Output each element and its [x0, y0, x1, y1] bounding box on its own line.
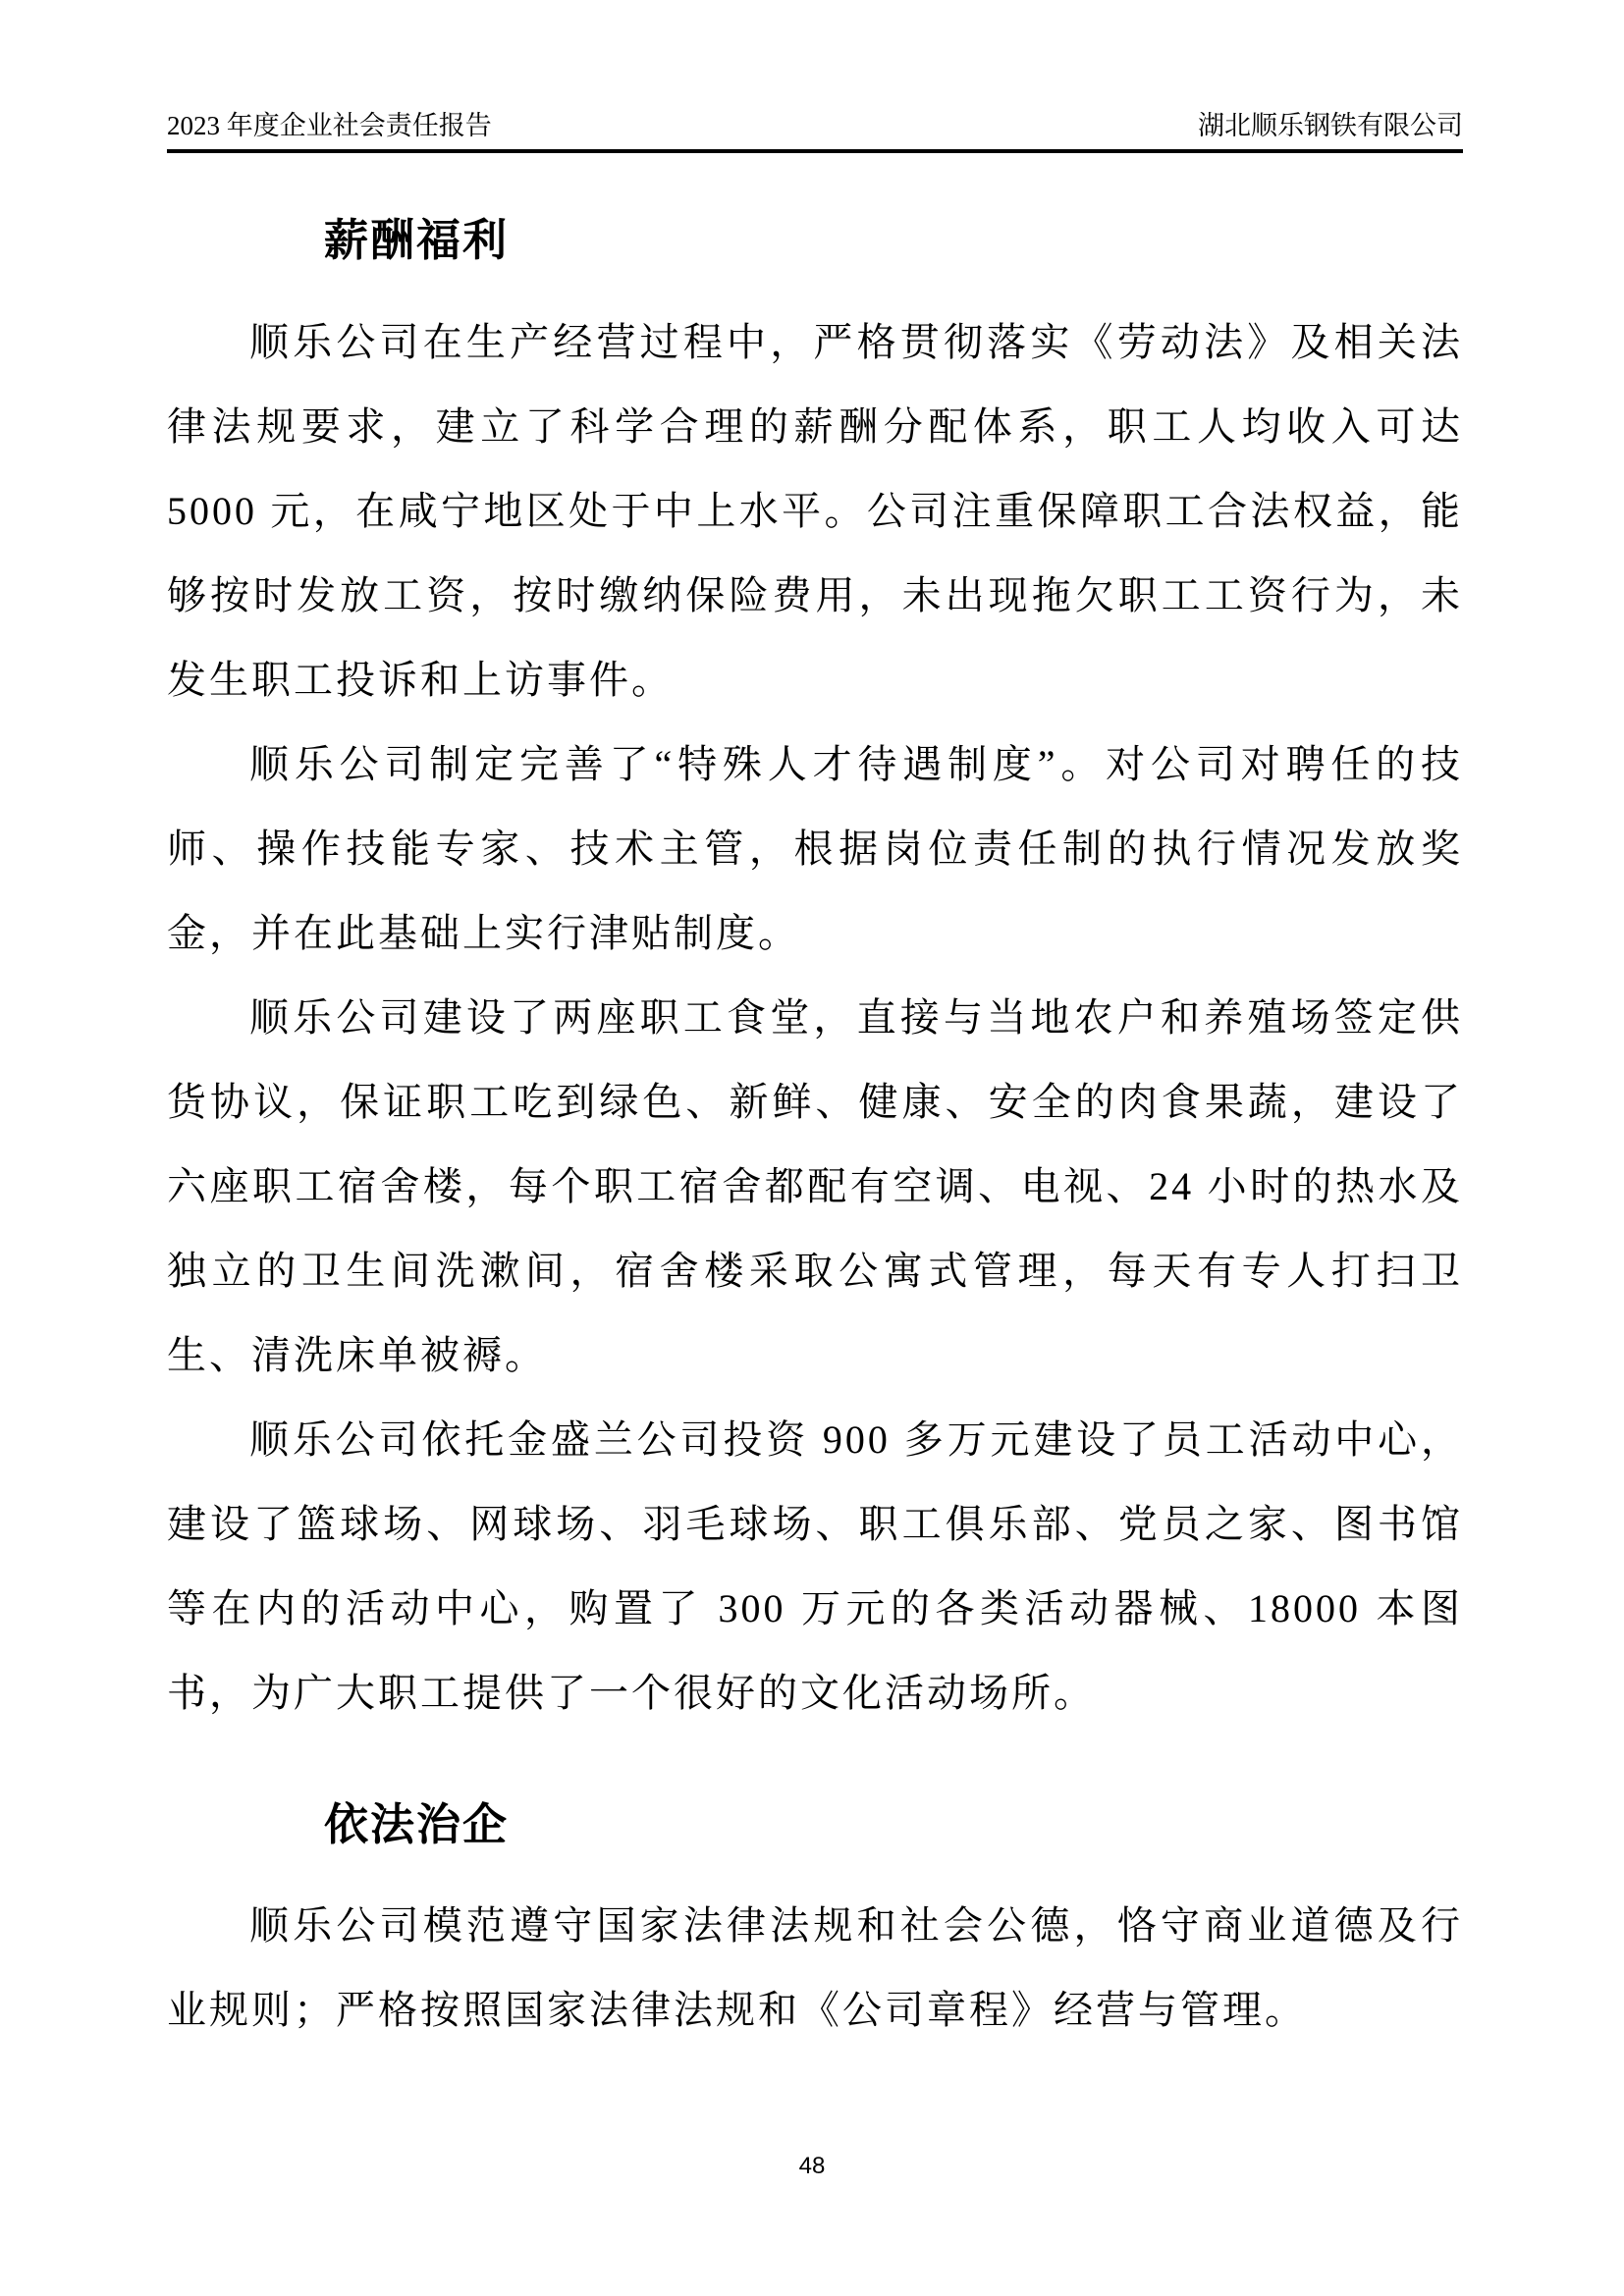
paragraph-labor-law-compliance: 顺乐公司在生产经营过程中，严格贯彻落实《劳动法》及相关法律法规要求，建立了科学合理的薪酬分配体系，职工人均收入可达 5000 元，在咸宁地区处于中上水平。公司注重保障职工合法权益，能够按时发放工资，按时缴纳保险费用，未出现拖欠职工工资行为，未发生职工投诉和上访事件。	[167, 319, 1463, 702]
paragraph-special-talent-policy: 顺乐公司制定完善了“特殊人才待遇制度”。对公司对聘任的技师、操作技能专家、技术主管，根据岗位责任制的执行情况发放奖金，并在此基础上实行津贴制度。	[167, 741, 1463, 955]
header-company-name: 湖北顺乐钢铁有限公司	[1198, 111, 1463, 140]
page-footer	[0, 2153, 1624, 2180]
page-content	[0, 110, 1624, 2053]
page-header	[167, 110, 1463, 153]
section-heading-compensation-benefits: 薪酬福利	[324, 215, 510, 266]
paragraph-legal-compliance: 顺乐公司模范遵守国家法律法规和社会公德，恪守商业道德及行业规则；严格按照国家法律法规和《公司章程》经营与管理。	[167, 1903, 1463, 2033]
header-report-title: 2023 年度企业社会责任报告	[167, 111, 492, 140]
section-heading-rule-of-law: 依法治企	[324, 1798, 510, 1849]
page-number: 48	[798, 2153, 826, 2179]
paragraph-canteen-dormitory: 顺乐公司建设了两座职工食堂，直接与当地农户和养殖场签定供货协议，保证职工吃到绿色、新鲜、健康、安全的肉食果蔬，建设了六座职工宿舍楼，每个职工宿舍都配有空调、电视、24 小时的热水及独立的卫生间洗漱间，宿舍楼采取公寓式管理，每天有专人打扫卫生、清洗床单被褥。	[167, 994, 1463, 1377]
paragraph-activity-center: 顺乐公司依托金盛兰公司投资 900 多万元建设了员工活动中心，建设了篮球场、网球场、羽毛球场、职工俱乐部、党员之家、图书馆等在内的活动中心，购置了 300 万元的各类活动器械、18000 本图书，为广大职工提供了一个很好的文化活动场所。	[167, 1416, 1463, 1715]
